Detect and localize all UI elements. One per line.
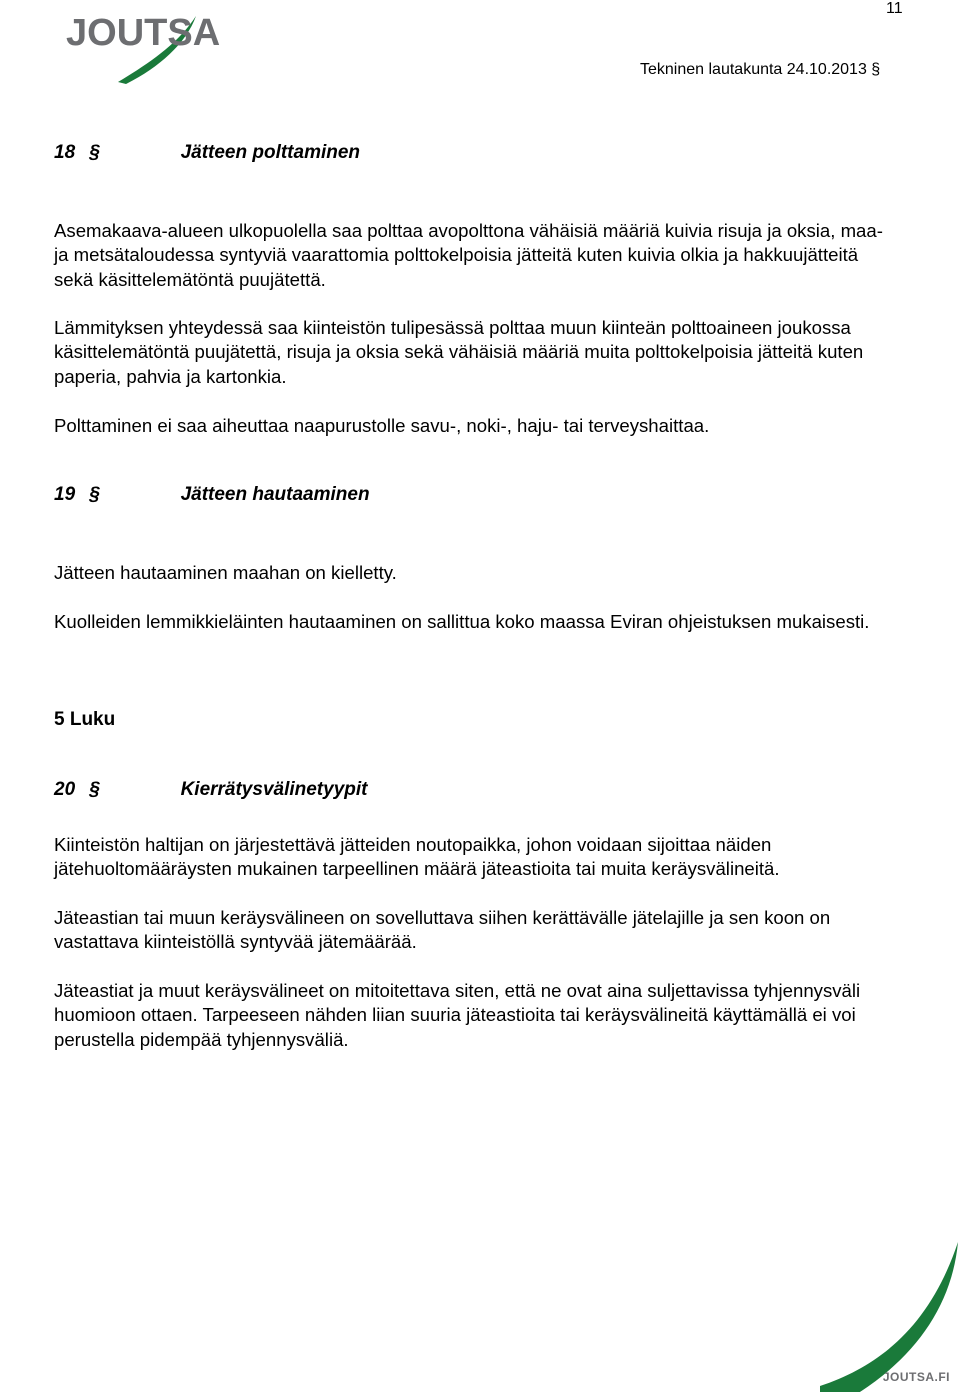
section-number: 20 bbox=[54, 779, 76, 800]
section-title: Jätteen polttaminen bbox=[180, 142, 361, 163]
section-symbol: § bbox=[89, 142, 100, 163]
swoosh-icon bbox=[820, 1236, 960, 1392]
section-title: Jätteen hautaaminen bbox=[180, 484, 370, 505]
section-title: Kierrätysvälinetyypit bbox=[180, 779, 368, 800]
paragraph: Lämmityksen yhteydessä saa kiinteistön tulipesässä polttaa muun kiinteän polttoaineen joukossa käsittelemätöntä puujätettä, risuja ja oksia sekä vähäisiä määriä muita polttokelpoisia jätteitä kuten paperia, pahvia ja kartonkia. bbox=[54, 317, 864, 387]
section-heading-18 bbox=[54, 142, 360, 164]
section-number: 18 bbox=[54, 142, 76, 163]
paragraph: Jäteastian tai muun keräysvälineen on sovelluttava siihen kerättävälle jätelajille ja sen koon on vastattava kiinteistöllä syntyvää jätemäärää. bbox=[54, 907, 831, 953]
page-number: 11 bbox=[886, 0, 903, 17]
logo-wordmark: JOUTSA bbox=[66, 12, 221, 54]
chapter-title: 5 Luku bbox=[54, 709, 116, 730]
section-heading-20 bbox=[54, 779, 367, 801]
paragraph: Kuolleiden lemmikkieläinten hautaaminen on sallittua koko maassa Eviran ohjeistuksen mukaisesti. bbox=[54, 611, 870, 632]
footer-site: JOUTSA.FI bbox=[882, 1370, 950, 1384]
meeting-reference: Tekninen lautakunta 24.10.2013 § bbox=[640, 61, 881, 78]
paragraph: Jätteen hautaaminen maahan on kielletty. bbox=[54, 562, 397, 583]
section-number: 19 bbox=[54, 484, 76, 505]
section-heading-19 bbox=[54, 484, 370, 506]
paragraph: Polttaminen ei saa aiheuttaa naapurustolle savu-, noki-, haju- tai terveyshaittaa. bbox=[54, 415, 710, 436]
section-symbol: § bbox=[89, 779, 100, 800]
paragraph: Jäteastiat ja muut keräysvälineet on mitoitettava siten, että ne ovat aina suljettavissa tyhjennysväli huomioon ottaen. Tarpeeseen nähden liian suuria jäteastioita tai keräysvälineitä käyttämällä ei voi perustella pidempää tyhjennysväliä. bbox=[54, 980, 861, 1050]
footer-brand bbox=[820, 1236, 960, 1392]
paragraph: Kiinteistön haltijan on järjestettävä jätteiden noutopaikka, johon voidaan sijoittaa näiden jätehuoltomääräysten mukainen tarpeellinen määrä jäteastioita tai muita keräysvälineitä. bbox=[54, 834, 780, 880]
paragraph: Asemakaava-alueen ulkopuolella saa polttaa avopolttona vähäisiä määriä kuivia risuja ja oksia, maa- ja metsätaloudessa syntyviä vaarattomia polttokelpoisia jätteitä kuten kuivia olkia ja hakkuujätteitä sekä käsittelemätöntä puujätettä. bbox=[54, 220, 883, 290]
section-symbol: § bbox=[89, 484, 100, 505]
joutsa-logo bbox=[58, 4, 221, 84]
